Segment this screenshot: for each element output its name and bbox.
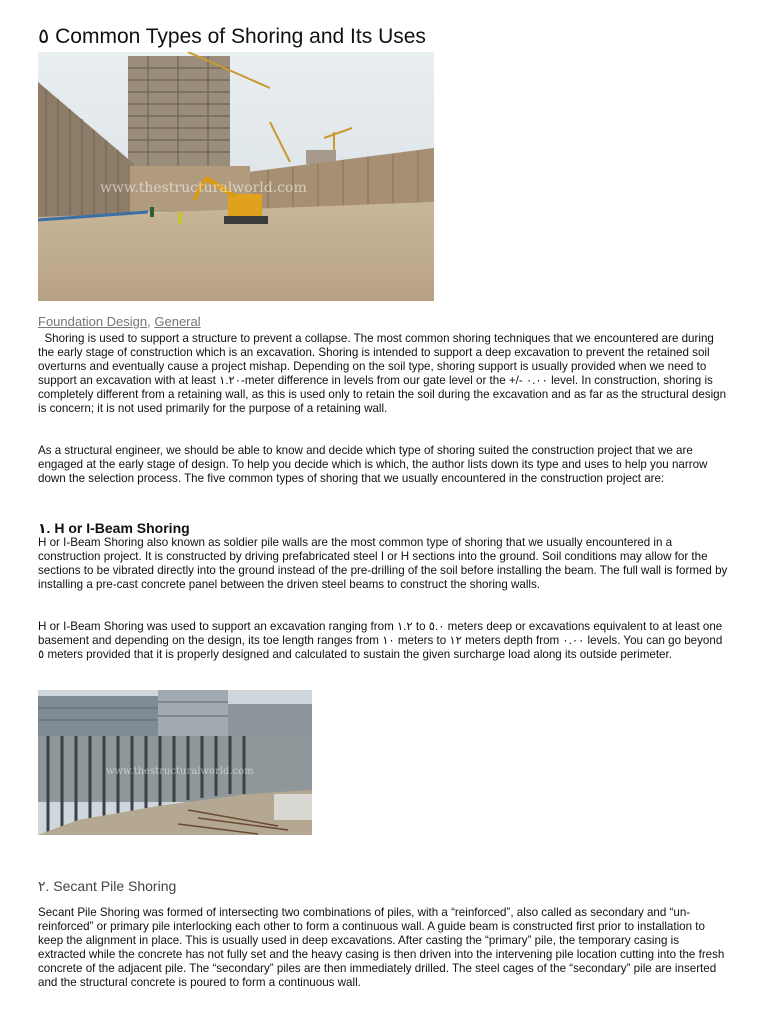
soldier-pile-wall-photo bbox=[38, 690, 312, 835]
category-separator: , bbox=[147, 314, 155, 329]
photo-watermark: www.thestructuralworld.com bbox=[106, 766, 254, 777]
intro-paragraph: Shoring is used to support a structure to prevent a collapse. The most common shoring techniques that we encountered are during the early stage of construction which is an excavation. Shoring is intended to support a deep excavation to prevent the retained soil overturns and eventually cause a project mishap. Depending on the soil type, shoring support is usually provided when we need to support an excavation with at least ١.٢٠-meter difference in levels from our gate level or the +/- ٠.٠٠ level. In construction, shoring is completely different from a retaining wall, as this is used only to retain the soil during the excavation and as far as the structural design is concern; it is not used primarily for the purpose of a retaining wall. bbox=[38, 332, 730, 415]
excavation-site-photo bbox=[38, 52, 434, 301]
category-links bbox=[38, 314, 201, 329]
category-link-general[interactable]: General bbox=[154, 314, 201, 329]
section-heading: ٢. Secant Pile Shoring bbox=[38, 878, 177, 894]
intro-paragraph: As a structural engineer, we should be able to know and decide which type of shoring suited the construction project that we are engaged at the early stage of design. To help you decide which is which, the author lists down its type and uses to help you narrow down the selection process. The five common types of shoring that we usually encountered in the construction project are: bbox=[38, 444, 708, 485]
section-paragraph: H or I-Beam Shoring also known as soldier pile walls are the most common type of shoring that we usually encountered in a construction project. It is constructed by driving prefabricated steel I or H sections into the ground. Soil conditions may allow for the sections to be vibrated directly into the ground instead of the pre-drilling of the soil before installing the beam. The full wall is formed by installing a pre-cast concrete panel between the driven steel beams to construct the shoring walls. bbox=[38, 536, 728, 591]
section-paragraph: Secant Pile Shoring was formed of intersecting two combinations of piles, with a “reinforced”, also called as secondary and “un-reinforced” or primary pile interlocking each other to form a continuous wall. A guide beam is constructed first prior to installation to keep the alignment in place. This is usually used in deep excavations. After casting the “primary” pile, the temporary casing is extracted while the concrete has not fully set and the heavy casing is then driven into the intervening pile location cutting into the fresh concrete of the adjacent pile. The “secondary” piles are then immediately drilled. The steel cages of the “secondary” pile are inserted and the structural concrete is poured to form a continuous wall. bbox=[38, 906, 725, 989]
article-title: ٥ Common Types of Shoring and Its Uses bbox=[38, 25, 426, 48]
section-heading: ١. H or I-Beam Shoring bbox=[38, 520, 190, 536]
category-link-foundation-design[interactable]: Foundation Design bbox=[38, 314, 148, 329]
section-paragraph: H or I-Beam Shoring was used to support an excavation ranging from ١.٢ to ٥.٠ meters deep or excavations equivalent to at least one basement and depending on the design, its toe length ranges from ١٠ meters to ١٢ meters depth from ٠.٠٠ levels. You can go beyond ٥ meters provided that it is properly designed and calculated to sustain the given surcharge load along its outside perimeter. bbox=[38, 620, 723, 661]
photo-watermark: www.thestructuralworld.com bbox=[100, 180, 307, 196]
